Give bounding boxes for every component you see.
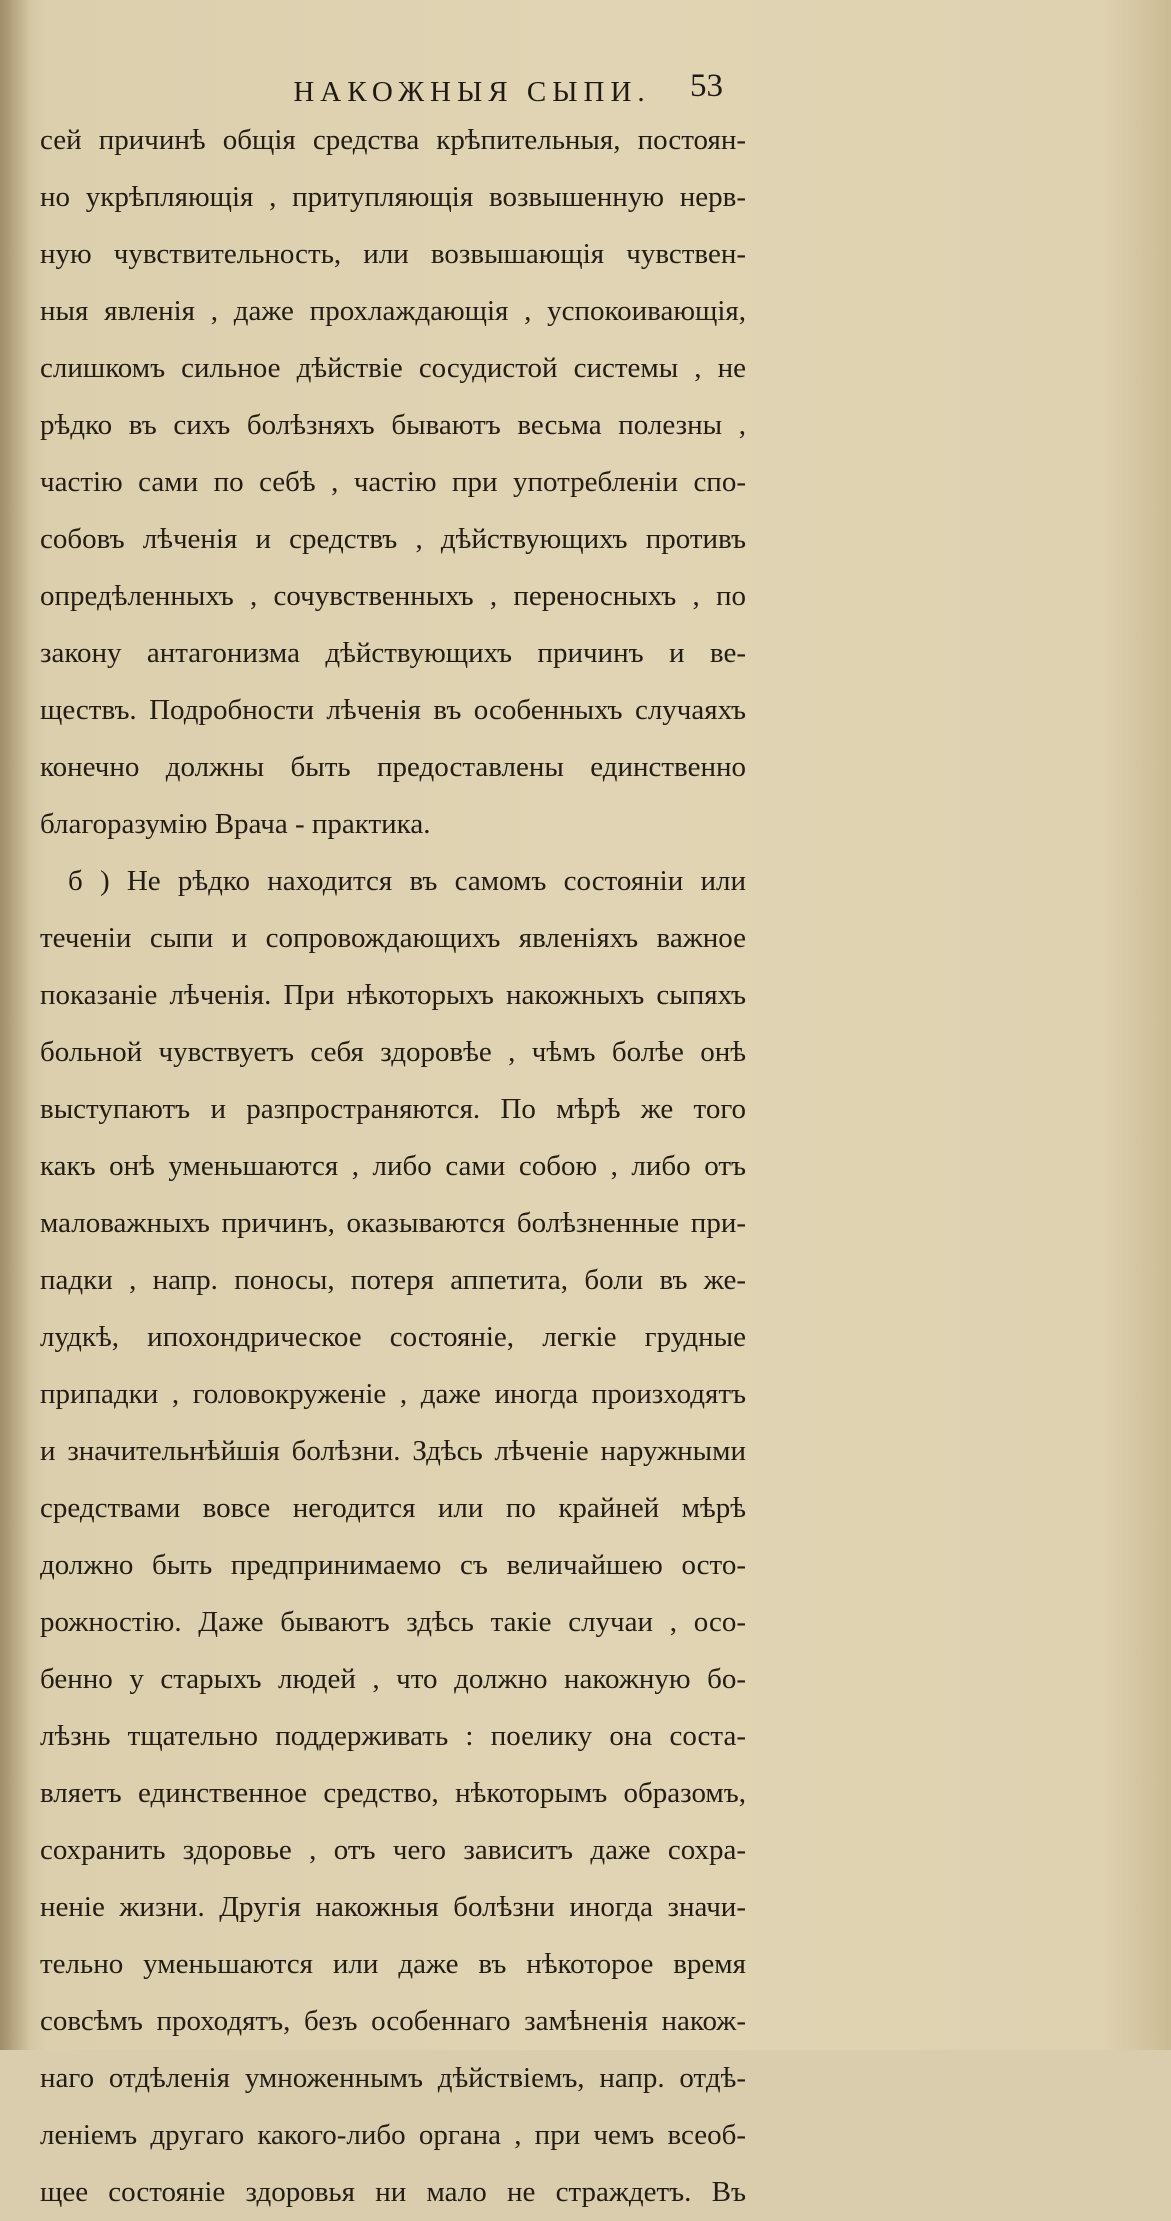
text-line: неніе жизни. Другія накожныя болѣзни иногда значи- bbox=[40, 1891, 746, 1923]
text-line: рѣдко въ сихъ болѣзняхъ бываютъ весьма полезны , bbox=[40, 409, 746, 441]
text-line: какъ онѣ уменьшаются , либо сами собою , либо отъ bbox=[40, 1150, 746, 1182]
text-line: ныя явленія , даже прохлаждающія , успокоивающія, bbox=[40, 295, 746, 327]
text-line: тельно уменьшаются или даже въ нѣкоторое время bbox=[40, 1948, 746, 1980]
text-line: припадки , головокруженіе , даже иногда произходятъ bbox=[40, 1378, 746, 1410]
text-line: маловажныхъ причинъ, оказываются болѣзненные при- bbox=[40, 1207, 746, 1239]
text-line: б ) Не рѣдко находится въ самомъ состояніи или bbox=[68, 865, 746, 897]
text-line: рожностію. Даже бываютъ здѣсь такіе случаи , осо- bbox=[40, 1606, 746, 1638]
text-line: сохранить здоровье , отъ чего зависитъ даже сохра- bbox=[40, 1834, 746, 1866]
text-line: щее состояніе здоровья ни мало не страждетъ. Въ bbox=[40, 2176, 746, 2208]
page-number: 53 bbox=[690, 68, 723, 104]
text-line: бенно у старыхъ людей , что должно накожную бо- bbox=[40, 1663, 746, 1695]
page-header bbox=[0, 68, 1171, 118]
body-text bbox=[40, 112, 746, 2221]
text-line: показаніе лѣченія. При нѣкоторыхъ накожныхъ сыпяхъ bbox=[40, 979, 746, 1011]
text-line: собовъ лѣченія и средствъ , дѣйствующихъ противъ bbox=[40, 523, 746, 555]
text-line: и значительнѣйшія болѣзни. Здѣсь лѣченіе наружными bbox=[40, 1435, 746, 1467]
text-line: конечно должны быть предоставлены единственно bbox=[40, 751, 746, 783]
text-line: лѣзнь тщательно поддерживать : поелику она соста- bbox=[40, 1720, 746, 1752]
text-line: благоразумію Врача - практика. bbox=[40, 808, 431, 840]
text-line: вляетъ единственное средство, нѣкоторымъ образомъ, bbox=[40, 1777, 746, 1809]
text-line: наго отдѣленія умноженнымъ дѣйствіемъ, напр. отдѣ- bbox=[40, 2062, 746, 2094]
text-line: ществъ. Подробности лѣченія въ особенныхъ случаяхъ bbox=[40, 694, 746, 726]
text-line: должно быть предпринимаемо съ величайшею осто- bbox=[40, 1549, 746, 1581]
text-line: закону антагонизма дѣйствующихъ причинъ и ве- bbox=[40, 637, 746, 669]
text-line: слишкомъ сильное дѣйствіе сосудистой системы , не bbox=[40, 352, 746, 384]
text-line: больной чувствуетъ себя здоровѣе , чѣмъ болѣе онѣ bbox=[40, 1036, 746, 1068]
text-line: лудкѣ, ипохондрическое состояніе, легкіе грудные bbox=[40, 1321, 746, 1353]
text-line: теченіи сыпи и сопровождающихъ явленіяхъ важное bbox=[40, 922, 746, 954]
text-line: леніемъ другаго какого-либо органа , при чемъ всеоб- bbox=[40, 2119, 746, 2151]
text-line: ную чувствительность, или возвышающія чувствен- bbox=[40, 238, 746, 270]
text-line: сей причинѣ общія средства крѣпительныя, постоян- bbox=[40, 124, 746, 156]
text-line: падки , напр. поносы, потеря аппетита, боли въ же- bbox=[40, 1264, 746, 1296]
text-line: частію сами по себѣ , частію при употребленіи спо- bbox=[40, 466, 746, 498]
text-line: совсѣмъ проходятъ, безъ особеннаго замѣненія накож- bbox=[40, 2005, 746, 2037]
text-line: выступаютъ и разпространяются. По мѣрѣ же того bbox=[40, 1093, 746, 1125]
text-line: но укрѣпляющія , притупляющія возвышенную нерв- bbox=[40, 181, 746, 213]
running-title: НАКОЖНЫЯ СЫПИ. bbox=[293, 76, 651, 108]
text-line: опредѣленныхъ , сочувственныхъ , переносныхъ , по bbox=[40, 580, 746, 612]
spine-shadow bbox=[0, 0, 30, 2050]
text-line: средствами вовсе негодится или по крайней мѣрѣ bbox=[40, 1492, 746, 1524]
